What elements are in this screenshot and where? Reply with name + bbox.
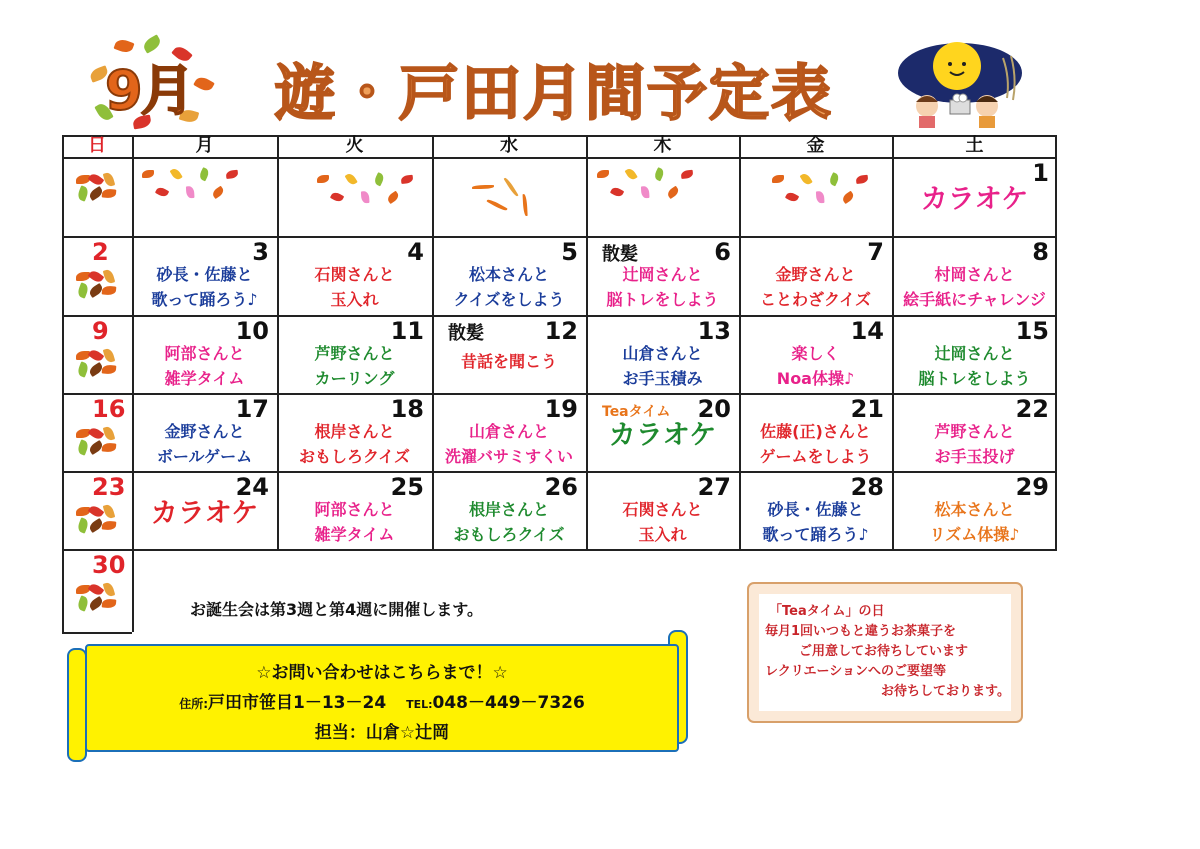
day-number: 5 — [561, 238, 578, 266]
day-number: 30 — [92, 551, 126, 579]
day-number: 15 — [1015, 317, 1049, 345]
day-number: 10 — [235, 317, 269, 345]
event-text: 雑学タイム — [314, 525, 395, 544]
event-text: お手玉積み — [622, 369, 703, 388]
weekday-header: 日 — [88, 135, 106, 156]
event-text: 松本さんと — [934, 500, 1015, 519]
grid-line-v — [432, 135, 434, 549]
monthly-calendar — [62, 135, 1057, 635]
page-title: 遊・戸田月間予定表 — [275, 59, 833, 129]
event-text: 石関さんと — [314, 265, 395, 284]
tel-value: 048－449－7326 — [432, 693, 585, 713]
month-label: 9月 — [105, 59, 193, 122]
grid-line-h — [62, 549, 1057, 551]
day-number: 25 — [390, 473, 424, 501]
event-text: 芦野さんと — [934, 422, 1015, 441]
day-number: 13 — [697, 317, 731, 345]
day-number: 21 — [850, 395, 884, 423]
month-badge — [85, 38, 215, 128]
event-text: ゲームをしよう — [759, 447, 872, 466]
tea-line-1: 「Teaタイム」の日 — [769, 604, 885, 619]
event-text: 洗濯バサミすくい — [444, 447, 573, 466]
autumn-leaves-icon — [72, 171, 118, 207]
day-tag: Teaタイム — [602, 404, 671, 420]
day-number: 7 — [867, 238, 884, 266]
weekday-header: 木 — [653, 135, 672, 156]
day-number: 19 — [544, 395, 578, 423]
event-text: お手玉投げ — [934, 447, 1015, 466]
day-number: 11 — [390, 317, 424, 345]
grid-line-v — [62, 135, 64, 632]
event-text: 砂長・佐藤と — [156, 265, 253, 284]
tea-notice-body — [759, 594, 1011, 711]
event-text: カラオケ — [608, 420, 717, 451]
day-number: 2 — [92, 238, 109, 266]
day-number: 27 — [697, 473, 731, 501]
weekday-header: 土 — [965, 135, 984, 156]
event-text: クイズをしよう — [453, 290, 565, 309]
event-text: カーリング — [314, 369, 395, 388]
event-text: 佐藤(正)さんと — [760, 422, 871, 441]
event-text: 松本さんと — [468, 265, 549, 284]
event-text: 脳トレをしよう — [918, 369, 1031, 388]
autumn-flowers-icon — [142, 165, 252, 225]
autumn-leaves-icon — [72, 425, 118, 461]
event-text: 村岡さんと — [934, 265, 1015, 284]
tea-time-notice — [745, 580, 1025, 725]
weekday-header: 火 — [345, 135, 364, 156]
event-text: 辻岡さんと — [622, 265, 703, 284]
event-text: 玉入れ — [638, 525, 687, 544]
day-number: 9 — [92, 317, 109, 345]
event-text: ことわざクイズ — [759, 290, 872, 309]
tel-label: TEL: — [406, 698, 433, 711]
contact-banner — [65, 630, 690, 760]
event-text: 玉入れ — [330, 290, 379, 309]
day-tag: 散髪 — [448, 323, 484, 344]
address-value: 戸田市笹目1－13－24 — [208, 693, 387, 713]
event-text: 絵手紙にチャレンジ — [903, 290, 1046, 309]
event-text: 雑学タイム — [164, 369, 245, 388]
day-number: 26 — [544, 473, 578, 501]
weekday-header: 月 — [195, 135, 214, 156]
event-text: 歌って踊ろう♪ — [762, 525, 869, 544]
tea-line-4: レクリエーションへのご要望等 — [765, 664, 946, 679]
event-text: 砂長・佐藤と — [767, 500, 864, 519]
day-number: 3 — [252, 238, 269, 266]
event-text: 脳トレをしよう — [606, 290, 719, 309]
day-number: 8 — [1032, 238, 1049, 266]
autumn-flowers-icon — [317, 170, 427, 230]
event-text: 山倉さんと — [622, 344, 703, 363]
day-number: 16 — [92, 395, 126, 423]
day-tag: 散髪 — [602, 244, 638, 265]
day-number: 20 — [697, 395, 731, 423]
day-number: 1 — [1032, 159, 1049, 187]
event-text: 阿部さんと — [164, 344, 245, 363]
event-text: 辻岡さんと — [934, 344, 1015, 363]
day-number: 17 — [235, 395, 269, 423]
day-number: 18 — [390, 395, 424, 423]
autumn-leaves-icon — [72, 581, 118, 617]
event-text: カラオケ — [150, 498, 259, 529]
event-text: おもしろクイズ — [298, 447, 411, 466]
address-label: 住所: — [179, 697, 208, 711]
tea-line-3: ご用意してお待ちしています — [799, 644, 969, 659]
event-text: 楽しく — [791, 344, 840, 363]
event-text: 金野さんと — [775, 265, 856, 284]
dragonfly-icon — [472, 180, 582, 240]
day-number: 29 — [1015, 473, 1049, 501]
tea-line-2: 毎月1回いつもと違うお茶菓子を — [765, 624, 957, 639]
day-number: 14 — [850, 317, 884, 345]
contact-heading: ☆お問い合わせはこちらまで！☆ — [256, 663, 508, 683]
event-text: 根岸さんと — [314, 422, 395, 441]
event-text: ボールゲーム — [156, 447, 253, 466]
event-text: カラオケ — [920, 184, 1029, 215]
tea-line-5: お待ちしております。 — [881, 684, 1010, 699]
day-number: 28 — [850, 473, 884, 501]
weekday-header: 水 — [500, 135, 518, 156]
contact-panel — [85, 644, 679, 752]
weekday-header: 金 — [806, 135, 825, 156]
event-text: リズム体操♪ — [929, 525, 1020, 544]
autumn-flowers-icon — [772, 170, 882, 230]
day-number: 12 — [544, 317, 578, 345]
event-text: Noa体操♪ — [776, 369, 855, 388]
event-text: 根岸さんと — [468, 500, 549, 519]
day-number: 24 — [235, 473, 269, 501]
contact-address-line — [87, 688, 677, 713]
scroll-roll-left — [67, 648, 87, 762]
event-text: 山倉さんと — [468, 422, 549, 441]
day-number: 23 — [92, 473, 126, 501]
autumn-flowers-icon — [597, 165, 707, 225]
contact-staff: 担当：山倉☆辻岡 — [314, 723, 450, 743]
moon-viewing-illustration — [895, 38, 1025, 128]
autumn-leaves-icon — [72, 268, 118, 304]
event-text: 金野さんと — [164, 422, 245, 441]
event-text: 歌って踊ろう♪ — [151, 290, 258, 309]
grid-line-h — [62, 157, 1057, 159]
event-text: 阿部さんと — [314, 500, 395, 519]
event-text: 石関さんと — [622, 500, 703, 519]
event-text: 芦野さんと — [314, 344, 395, 363]
autumn-leaves-icon — [72, 503, 118, 539]
autumn-leaves-icon — [72, 347, 118, 383]
day-number: 22 — [1015, 395, 1049, 423]
day-number: 4 — [407, 238, 424, 266]
event-text: 昔話を聞こう — [460, 352, 557, 371]
day-number: 6 — [714, 238, 731, 266]
birthday-note: お誕生会は第3週と第4週に開催します。 — [190, 600, 483, 619]
event-text: おもしろクイズ — [453, 525, 565, 544]
